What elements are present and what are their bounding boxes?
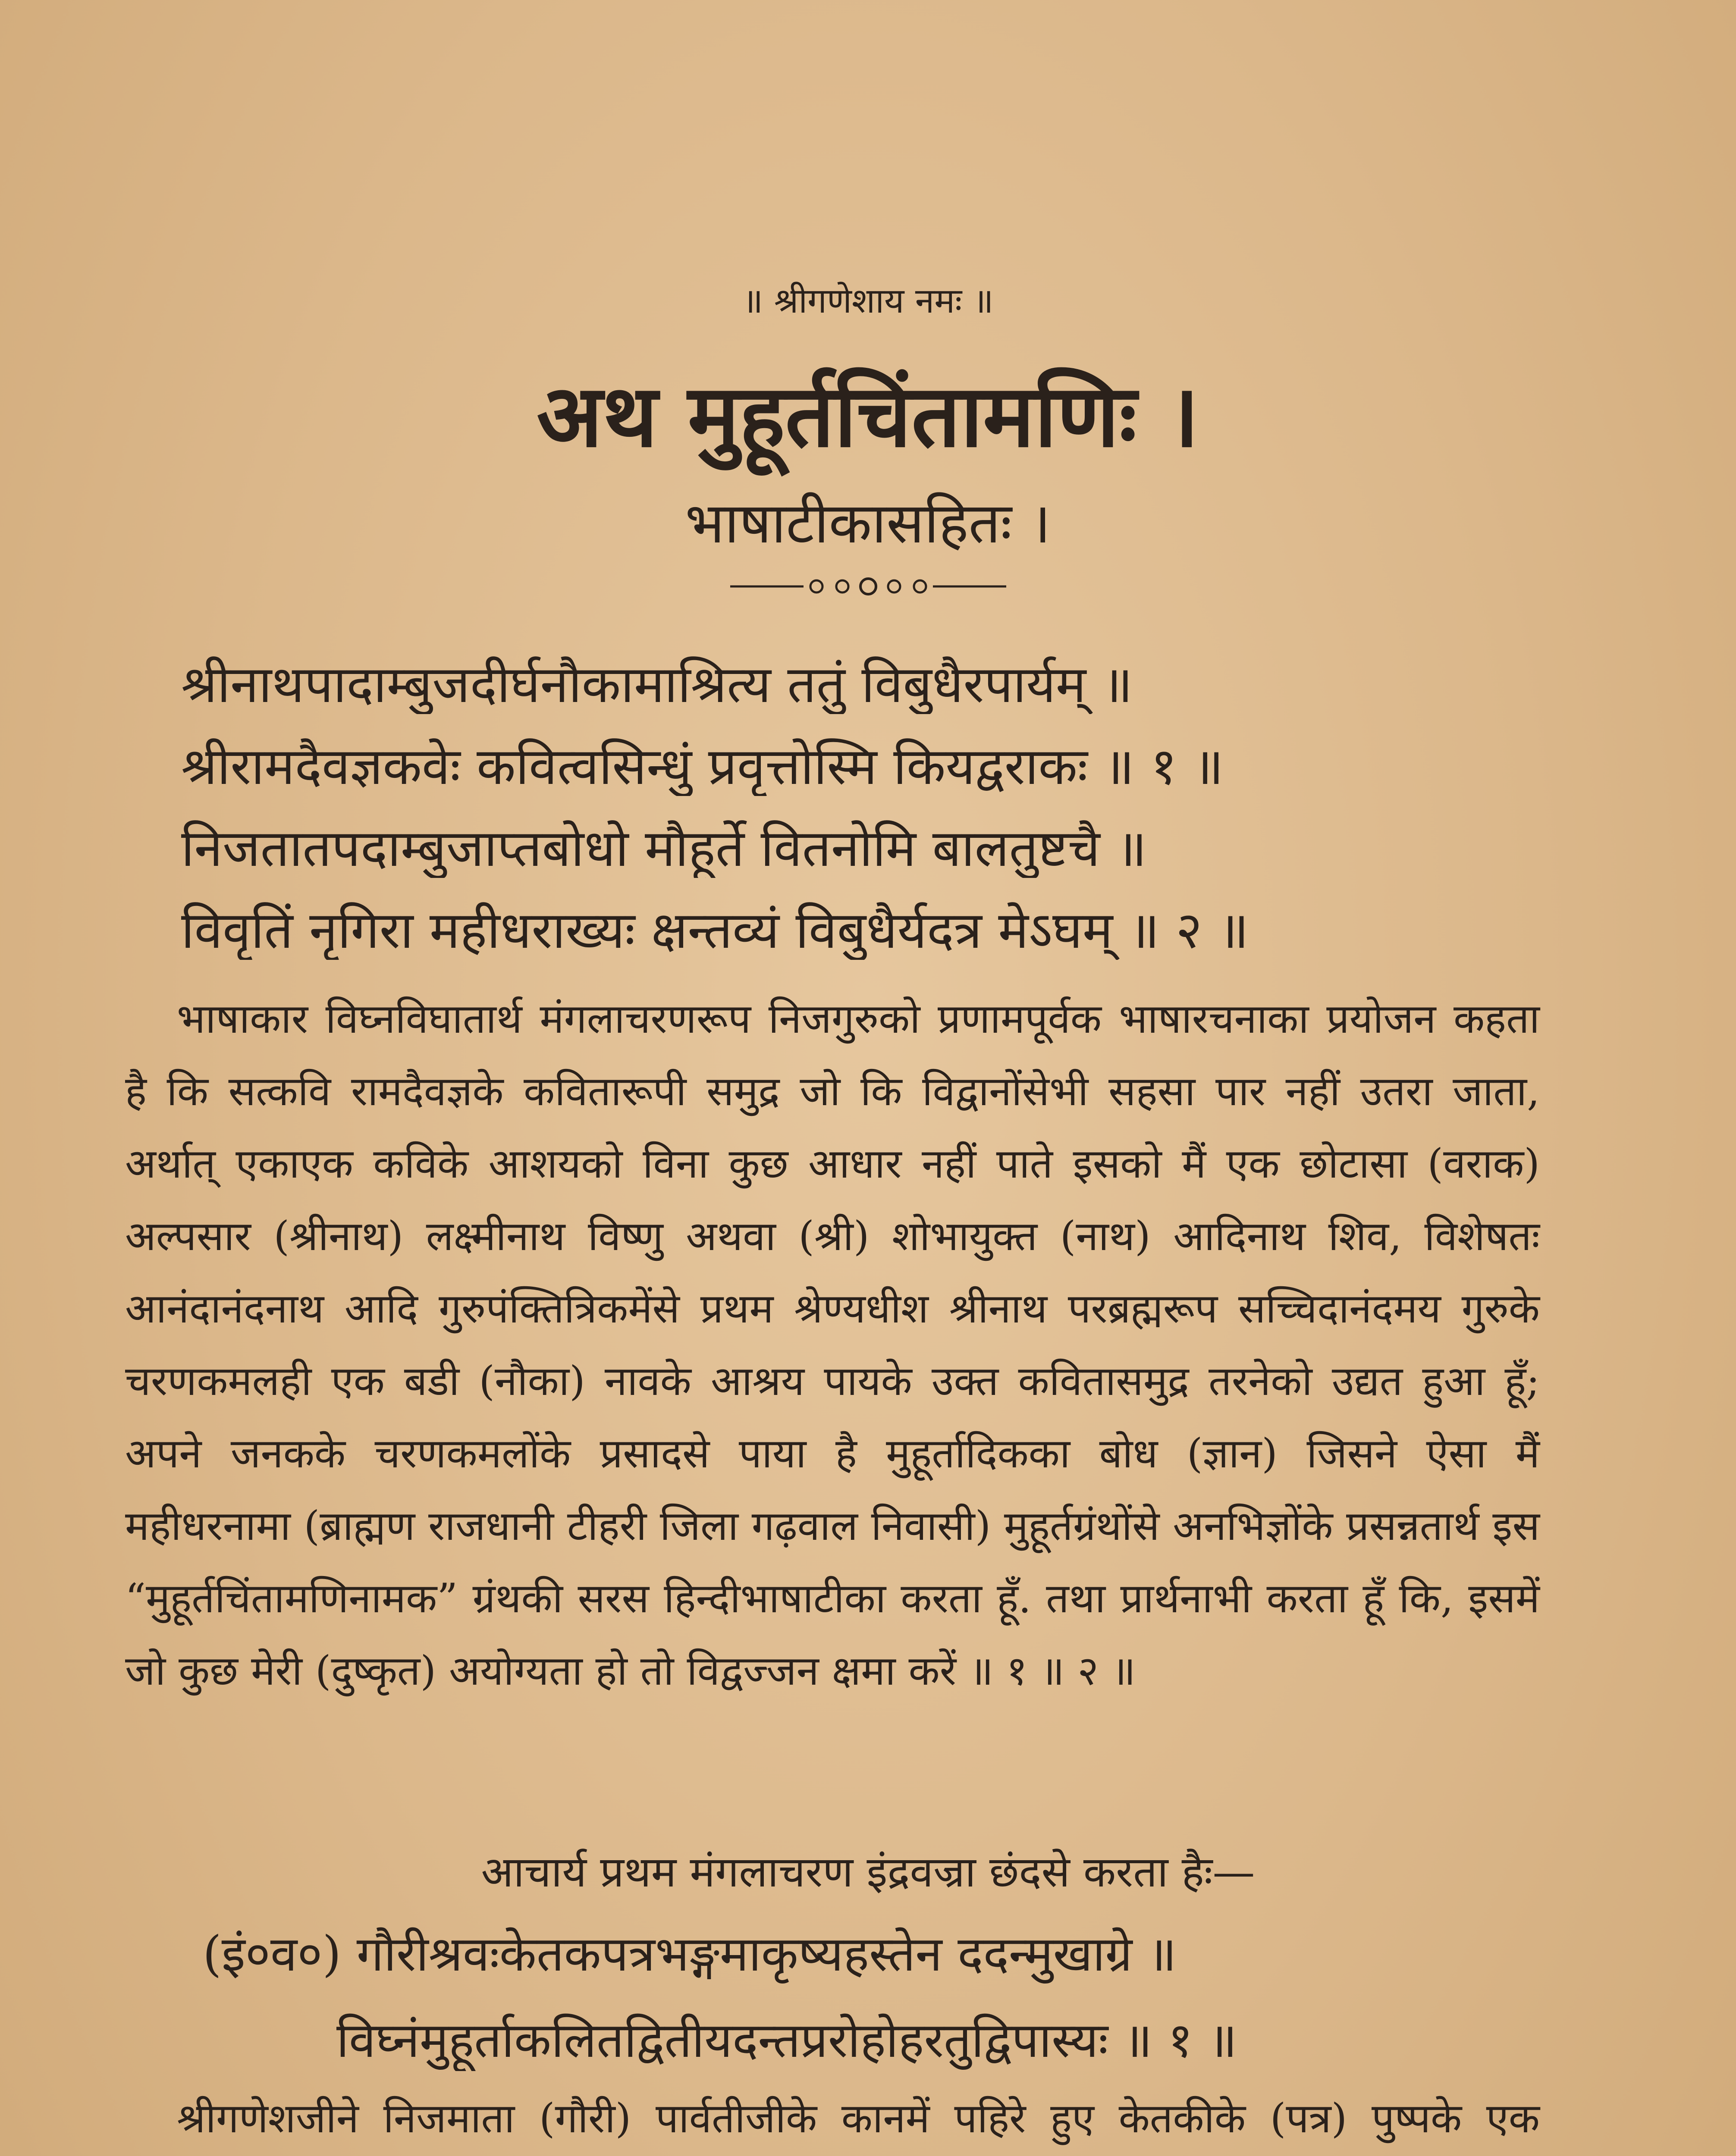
ornament-divider: [0, 573, 1736, 599]
book-title: अथ मुहूर्तचिंतामणिः ।: [537, 365, 1199, 467]
section-heading: आचार्य प्रथम मंगलाचरण इंद्रवज्रा छंदसे करता हैः—: [481, 1848, 1255, 1897]
sloka-line: विघ्नंमुहूर्ताकलितद्वितीयदन्तप्ररोहोहरतुद्विपास्यः ॥ १ ॥: [336, 2012, 1237, 2068]
book-subtitle: भाषाटीकासहितः ।: [685, 490, 1051, 556]
sloka-line: (इं०व०) गौरीश्रवःकेतकपत्रभङ्गमाकृष्यहस्तेन ददन्मुखाग्रे ॥: [203, 1926, 1177, 1982]
verse-line: निजतातपदाम्बुजाप्तबोधो मौहूर्ते वितनोमि बालतुष्टचै ॥: [181, 819, 1147, 878]
verse-line: विवृतिं नृगिरा महीधराख्यः क्षन्तव्यं विबुधैर्यदत्र मेऽघम् ॥ २ ॥: [181, 901, 1249, 960]
verse-line: श्रीरामदैवज्ञकवेः कवित्वसिन्धुं प्रवृत्तोस्मि कियद्वराकः ॥ १ ॥: [181, 737, 1224, 796]
verse-line: श्रीनाथपादाम्बुजदीर्घनौकामाश्रित्य ततुं विबुधैरपार्यम् ॥: [181, 655, 1133, 714]
commentary-paragraph: भाषाकार विघ्नविघातार्थ मंगलाचरणरूप निजगुरुको प्रणामपूर्वक भाषारचनाका प्रयोजन कहता है कि सत्कवि रामदैवज्ञके कवितारूपी समुद्र जो कि विद्वानोंसेभी सहसा पार नहीं उतरा जाता, अर्थात् एकाएक कविके आशयको विना कुछ आधार नहीं पाते इसको मैं एक छोटासा (वराक) अल्पसार (श्रीनाथ) लक्ष्मीनाथ विष्णु अथवा (श्री) शोभायुक्त (नाथ) आदिनाथ शिव, विशेषतः आनंदानंदनाथ आदि गुरुपंक्तित्रिकमेंसे प्रथम श्रेण्यधीश श्रीनाथ परब्रह्मरूप सच्चिदानंदमय गुरुके चरणकमलही एक बडी (नौका) नावके आश्रय पायके उक्त कवितासमुद्र तरनेको उद्यत हुआ हूँ; अपने जनकके चरणकमलोंके प्रसादसे पाया है मुहूर्तादिकका बोध (ज्ञान) जिसने ऐसा मैं महीधरनामा (ब्राह्मण राजधानी टीहरी जिला गढ़वाल निवासी) मुहूर्तग्रंथोंसे अनभिज्ञोंके प्रसन्नतार्थ इस “मुहूर्तचिंतामणिनामक” ग्रंथकी सरस हिन्दीभाषाटीका करता हूँ. तथा प्रार्थनाभी करता हूँ कि, इसमें जो कुछ मेरी (दुष्कृत) अयोग्यता हो तो विद्वज्जन क्षमा करें ॥ १ ॥ २ ॥: [125, 996, 1540, 1695]
commentary-paragraph: श्रीगणेशजीने निजमाता (गौरी) पार्वतीजीके कानमें पहिरे हुए केतकीके (पत्र) पुष्पके एक: [177, 2095, 1540, 2142]
invocation: ॥ श्रीगणेशाय नमः ॥: [742, 281, 994, 321]
